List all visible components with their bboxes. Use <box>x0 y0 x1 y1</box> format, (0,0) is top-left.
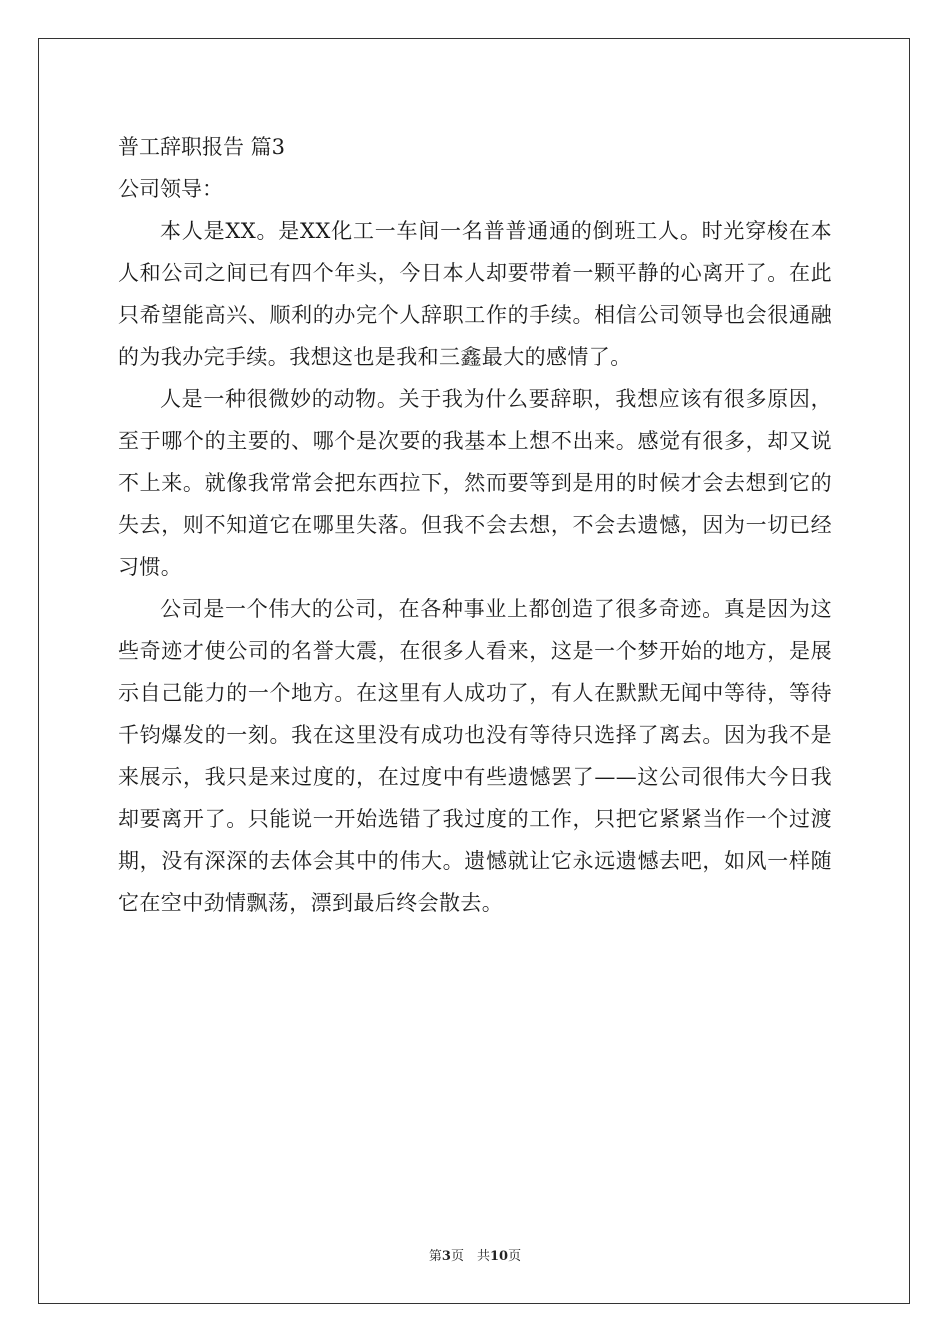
page-mid: 页 共 <box>450 1249 490 1264</box>
salutation: 公司领导： <box>118 177 223 201</box>
current-page-number: 3 <box>441 1249 451 1264</box>
paragraph-1: 本人是XX。是XX化工一车间一名普普通通的倒班工人。时光穿梭在本人和公司之间已有四个年头，今日本人却要带着一颗平静的心离开了。在此只希望能高兴、顺利的办完个人辞职工作的手续。相信公司领导也会很通融的为我办完手续。我想这也是我和三鑫最大的感情了。 <box>118 219 832 369</box>
total-pages-number: 10 <box>489 1249 509 1264</box>
page-suffix: 页 <box>508 1249 522 1264</box>
page-footer <box>0 1248 950 1266</box>
page-prefix: 第 <box>428 1249 442 1264</box>
document-title: 普工辞职报告 篇3 <box>118 135 286 159</box>
paragraph-2: 人是一种很微妙的动物。关于我为什么要辞职，我想应该有很多原因，至于哪个的主要的、哪个是次要的我基本上想不出来。感觉有很多，却又说不上来。就像我常常会把东西拉下，然而要等到是用的时候才会去想到它的失去，则不知道它在哪里失落。但我不会去想，不会去遗憾，因为一切已经习惯。 <box>118 387 832 579</box>
document-body <box>118 126 832 924</box>
paragraph-3: 公司是一个伟大的公司，在各种事业上都创造了很多奇迹。真是因为这些奇迹才使公司的名誉大震，在很多人看来，这是一个梦开始的地方，是展示自己能力的一个地方。在这里有人成功了，有人在默默无闻中等待，等待千钧爆发的一刻。我在这里没有成功也没有等待只选择了离去。因为我不是来展示，我只是来过度的，在过度中有些遗憾罢了——这公司很伟大今日我却要离开了。只能说一开始选错了我过度的工作，只把它紧紧当作一个过渡期，没有深深的去体会其中的伟大。遗憾就让它永远遗憾去吧，如风一样随它在空中劲情飘荡，漂到最后终会散去。 <box>118 597 832 915</box>
